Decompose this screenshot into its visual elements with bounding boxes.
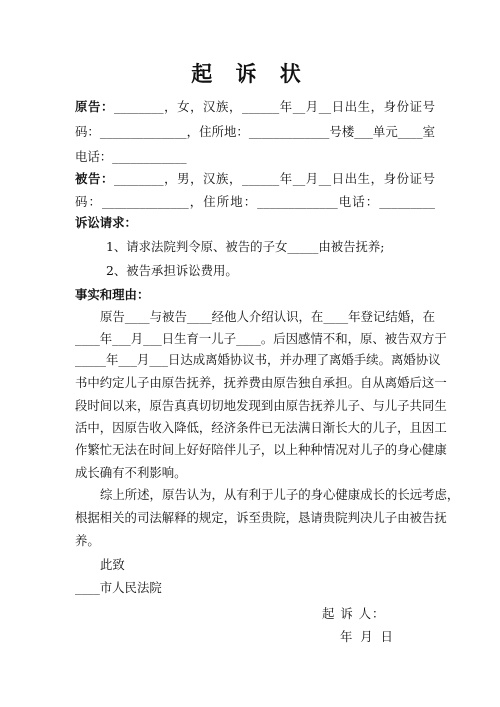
conclusion-line: 养。: [75, 533, 100, 548]
claim-item: 2、被告承担诉讼费用。: [106, 263, 238, 278]
facts-line: 段时间以来，原告真真切切地发现到由原告抚养儿子、与儿子共同生: [75, 398, 447, 413]
conclusion-line: 根据相关的司法解释的规定，诉至贵院，恳请贵院判决儿子由被告抚: [75, 510, 447, 525]
plaintiff-line-2: 码：______________，住所地：_____________号楼___单元____室: [75, 124, 435, 139]
claim-item: 1、请求法院判令原、被告的子女_____由被告抚养;: [106, 239, 385, 254]
plaintiff-line-3: 电话：____________: [75, 149, 187, 164]
facts-line: 作繁忙无法在时间上好好陪伴儿子，以上种种情况对儿子的身心健康: [75, 442, 447, 457]
facts-line: _____年___月___日达成离婚协议书，并办理了离婚手续。离婚协议: [75, 352, 441, 367]
facts-line: 书中约定儿子由原告抚养，抚养费由原告独自承担。自从离婚后这一: [75, 375, 447, 390]
court-name: ____市人民法院: [75, 580, 162, 595]
defendant-label: 被告：: [75, 171, 114, 186]
plaintiff-line-1: [75, 98, 435, 116]
facts-line: 成长确有不利影响。: [75, 465, 187, 480]
defendant-line-1: [75, 170, 435, 188]
defendant-info-1: ________，男，汉族，______年__月__日出生，身份证号: [113, 171, 435, 186]
plaintiff-info-1: ________，女，汉族，______年__月__日出生，身份证号: [113, 99, 435, 114]
facts-line: 活中，因原告收入降低，经济条件已无法满日渐长大的儿子，且因工: [75, 420, 447, 435]
facts-line: 原告____与被告____经他人介绍认识，在____年登记结婚，在: [100, 309, 435, 324]
facts-heading: 事实和理由：: [75, 287, 150, 302]
facts-line: ____年___月___日生育一儿子____。后因感情不和，原、被告双方于: [75, 331, 447, 346]
plaintiff-label: 原告：: [75, 99, 114, 114]
conclusion-line: 综上所述，原告认为，从有利于儿子的身心健康成长的长远考虑，: [100, 487, 460, 502]
signer-label: 起 诉 人：: [322, 606, 386, 621]
defendant-line-2: 码：______________，住所地：_____________电话：_________: [75, 194, 435, 209]
salutation: 此致: [100, 557, 125, 572]
document-title: 起 诉 状: [191, 61, 309, 86]
date-line: 年 月 日: [340, 629, 393, 644]
claims-heading: 诉讼请求：: [75, 215, 137, 230]
